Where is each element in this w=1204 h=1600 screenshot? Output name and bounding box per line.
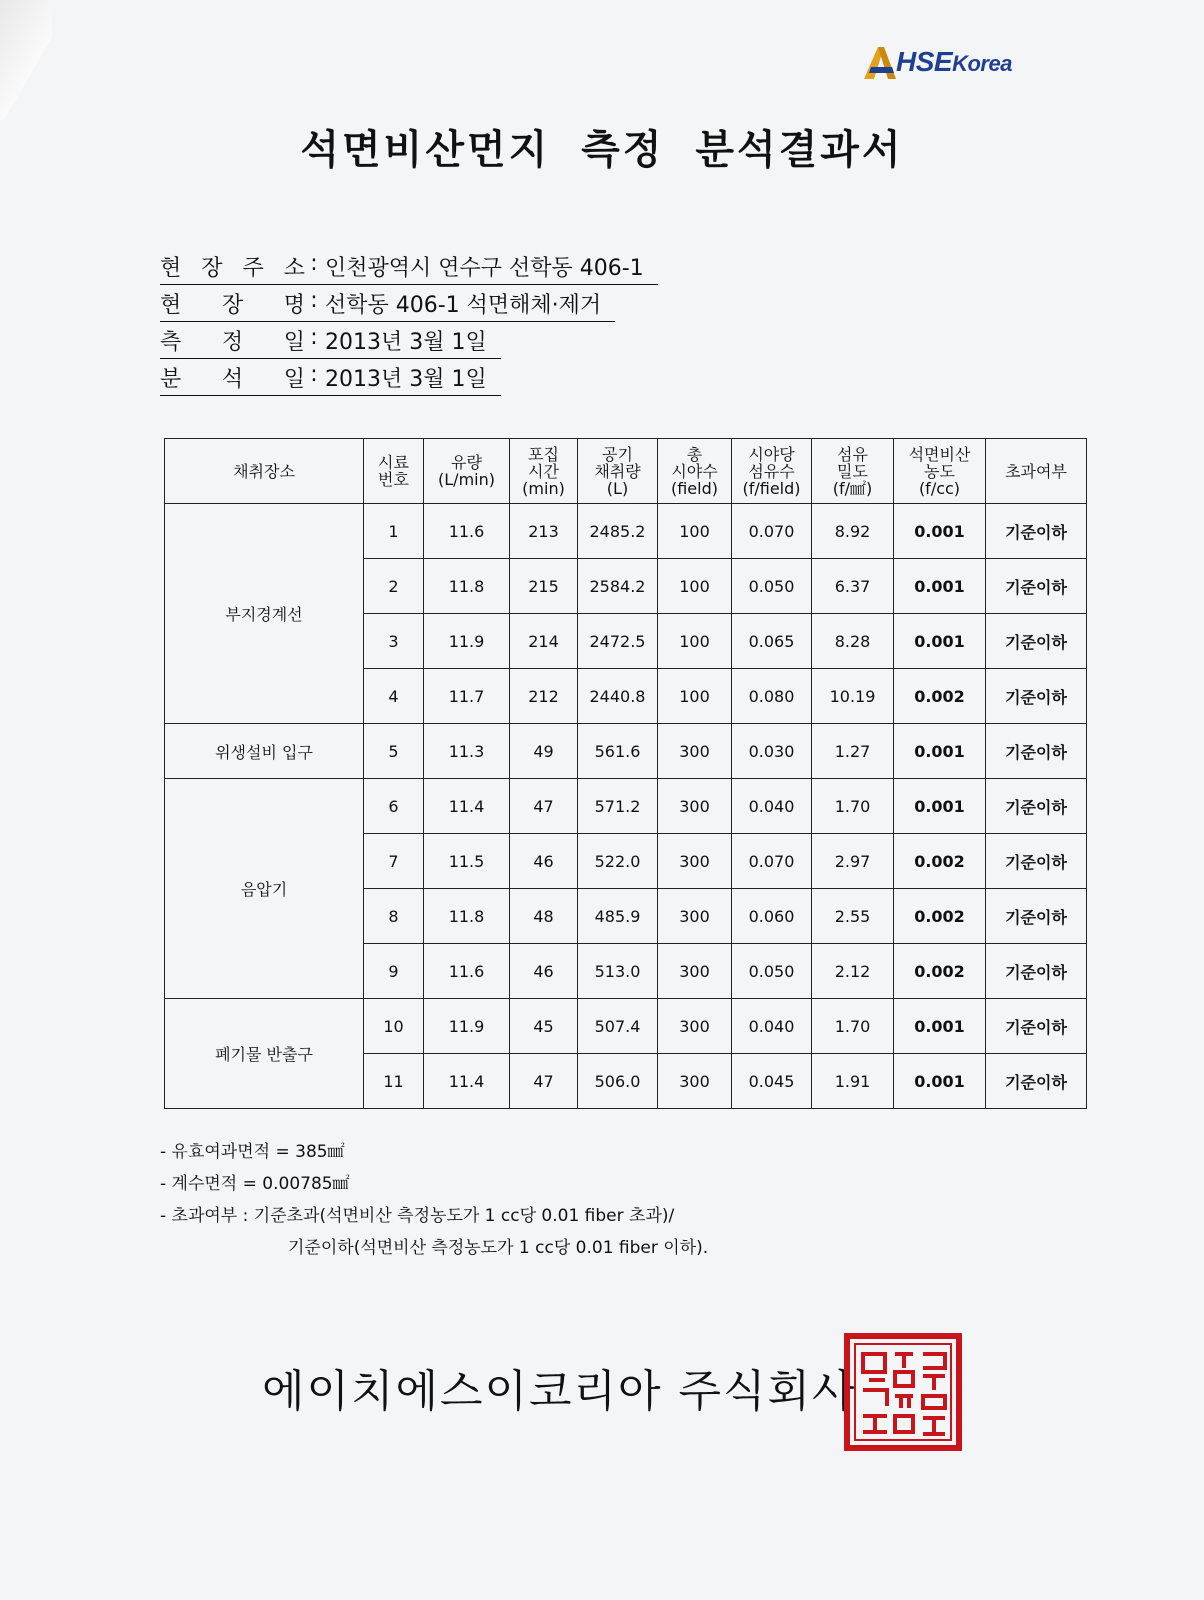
header-density: 섬유 밀도 (f/㎟) (812, 439, 894, 504)
cell-volume: 2584.2 (578, 559, 658, 614)
cell-concentration: 0.001 (894, 779, 986, 834)
measurement-date-value: 2013년 3월 1일 (325, 330, 487, 355)
cell-volume: 2485.2 (578, 504, 658, 559)
header-volume: 공기 채취량 (L) (578, 439, 658, 504)
cell-flow: 11.6 (424, 504, 510, 559)
header-location: 채취장소 (165, 439, 364, 504)
cell-volume: 506.0 (578, 1054, 658, 1109)
cell-concentration: 0.002 (894, 834, 986, 889)
cell-time: 47 (510, 1054, 578, 1109)
header-sample-no: 시료 번호 (364, 439, 424, 504)
cell-time: 48 (510, 889, 578, 944)
cell-sample-no: 9 (364, 944, 424, 999)
cell-time: 212 (510, 669, 578, 724)
cell-sample-no: 7 (364, 834, 424, 889)
cell-volume: 485.9 (578, 889, 658, 944)
cell-fields: 300 (658, 724, 732, 779)
cell-sample-no: 1 (364, 504, 424, 559)
cell-density: 8.28 (812, 614, 894, 669)
company-seal-stamp (843, 1332, 963, 1452)
cell-flow: 11.8 (424, 889, 510, 944)
cell-exceed: 기준이하 (986, 834, 1087, 889)
cell-density: 10.19 (812, 669, 894, 724)
cell-density: 1.70 (812, 999, 894, 1054)
table-header-row (165, 439, 1087, 504)
cell-volume: 507.4 (578, 999, 658, 1054)
cell-flow: 11.5 (424, 834, 510, 889)
cell-time: 46 (510, 944, 578, 999)
analysis-date-value: 2013년 3월 1일 (325, 367, 487, 392)
cell-fibers-per-field: 0.050 (732, 559, 812, 614)
cell-flow: 11.9 (424, 999, 510, 1054)
cell-exceed: 기준이하 (986, 559, 1087, 614)
cell-fields: 100 (658, 669, 732, 724)
cell-time: 215 (510, 559, 578, 614)
cell-density: 2.55 (812, 889, 894, 944)
cell-fibers-per-field: 0.030 (732, 724, 812, 779)
site-info (160, 248, 658, 396)
cell-fields: 300 (658, 889, 732, 944)
cell-volume: 2472.5 (578, 614, 658, 669)
cell-time: 47 (510, 779, 578, 834)
cell-sample-no: 10 (364, 999, 424, 1054)
cell-volume: 513.0 (578, 944, 658, 999)
cell-sample-no: 6 (364, 779, 424, 834)
cell-fields: 300 (658, 999, 732, 1054)
cell-sample-no: 3 (364, 614, 424, 669)
site-name-value: 선학동 406-1 석면해체·제거 (325, 293, 602, 318)
cell-density: 6.37 (812, 559, 894, 614)
cell-fibers-per-field: 0.070 (732, 834, 812, 889)
cell-sample-no: 8 (364, 889, 424, 944)
cell-density: 1.70 (812, 779, 894, 834)
results-table (164, 438, 1087, 1109)
cell-fibers-per-field: 0.070 (732, 504, 812, 559)
cell-volume: 522.0 (578, 834, 658, 889)
note-exceed-criteria: - 초과여부 : 기준초과(석면비산 측정농도가 1 cc당 0.01 fiber 초과)/ (160, 1206, 675, 1226)
cell-fibers-per-field: 0.040 (732, 999, 812, 1054)
cell-location: 부지경계선 (165, 504, 364, 724)
cell-fields: 300 (658, 1054, 732, 1109)
site-address-row: 현 장 주 소 : 인천광역시 연수구 선학동 406-1 (160, 248, 658, 285)
cell-concentration: 0.001 (894, 614, 986, 669)
table-row (165, 504, 1087, 559)
site-address-value: 인천광역시 연수구 선학동 406-1 (325, 256, 644, 281)
cell-concentration: 0.001 (894, 724, 986, 779)
cell-sample-no: 2 (364, 559, 424, 614)
logo-text: HSEKorea (896, 46, 1012, 77)
table-row (165, 779, 1087, 834)
cell-concentration: 0.001 (894, 1054, 986, 1109)
analysis-date-row: 분 석 일 : 2013년 3월 1일 (160, 359, 658, 396)
header-concentration: 석면비산 농도 (f/cc) (894, 439, 986, 504)
cell-concentration: 0.002 (894, 944, 986, 999)
cell-time: 213 (510, 504, 578, 559)
cell-flow: 11.3 (424, 724, 510, 779)
cell-fields: 100 (658, 504, 732, 559)
cell-volume: 561.6 (578, 724, 658, 779)
cell-fibers-per-field: 0.080 (732, 669, 812, 724)
document-title: 석면비산먼지 측정 분석결과서 (300, 127, 904, 173)
note-counting-area: - 계수면적 = 0.00785㎟ (160, 1174, 350, 1194)
measurement-date-row: 측 정 일 : 2013년 3월 1일 (160, 322, 658, 359)
cell-exceed: 기준이하 (986, 944, 1087, 999)
cell-fibers-per-field: 0.065 (732, 614, 812, 669)
cell-fields: 100 (658, 614, 732, 669)
header-time: 포집 시간 (min) (510, 439, 578, 504)
note-filter-area: - 유효여과면적 = 385㎟ (160, 1142, 345, 1162)
cell-density: 8.92 (812, 504, 894, 559)
cell-concentration: 0.002 (894, 889, 986, 944)
cell-exceed: 기준이하 (986, 1054, 1087, 1109)
cell-location: 위생설비 입구 (165, 724, 364, 779)
cell-fibers-per-field: 0.040 (732, 779, 812, 834)
cell-exceed: 기준이하 (986, 724, 1087, 779)
cell-time: 214 (510, 614, 578, 669)
cell-flow: 11.4 (424, 1054, 510, 1109)
table-row (165, 724, 1087, 779)
cell-density: 2.97 (812, 834, 894, 889)
measurement-date-label: 측 정 일 (160, 330, 305, 355)
cell-fields: 300 (658, 834, 732, 889)
site-name-label: 현 장 명 (160, 293, 305, 318)
cell-flow: 11.6 (424, 944, 510, 999)
cell-concentration: 0.001 (894, 559, 986, 614)
hse-korea-logo (862, 42, 1012, 82)
cell-sample-no: 4 (364, 669, 424, 724)
cell-fields: 300 (658, 944, 732, 999)
notes (160, 1136, 708, 1264)
header-fibers-per-field: 시야당 섬유수 (f/field) (732, 439, 812, 504)
page-corner-fold (0, 0, 52, 120)
cell-sample-no: 11 (364, 1054, 424, 1109)
cell-fields: 100 (658, 559, 732, 614)
site-address-label: 현 장 주 소 (160, 256, 305, 281)
cell-location: 음압기 (165, 779, 364, 999)
analysis-date-label: 분 석 일 (160, 367, 305, 392)
cell-flow: 11.4 (424, 779, 510, 834)
cell-time: 49 (510, 724, 578, 779)
cell-density: 1.91 (812, 1054, 894, 1109)
cell-fibers-per-field: 0.060 (732, 889, 812, 944)
cell-concentration: 0.002 (894, 669, 986, 724)
header-exceed: 초과여부 (986, 439, 1087, 504)
cell-flow: 11.9 (424, 614, 510, 669)
cell-concentration: 0.001 (894, 504, 986, 559)
cell-fibers-per-field: 0.050 (732, 944, 812, 999)
cell-sample-no: 5 (364, 724, 424, 779)
cell-time: 46 (510, 834, 578, 889)
cell-exceed: 기준이하 (986, 999, 1087, 1054)
cell-volume: 571.2 (578, 779, 658, 834)
header-flow: 유량 (L/min) (424, 439, 510, 504)
cell-flow: 11.8 (424, 559, 510, 614)
header-fields: 총 시야수 (field) (658, 439, 732, 504)
cell-exceed: 기준이하 (986, 669, 1087, 724)
cell-time: 45 (510, 999, 578, 1054)
cell-volume: 2440.8 (578, 669, 658, 724)
company-name: 에이치에스이코리아 주식회사 (262, 1366, 857, 1417)
cell-exceed: 기준이하 (986, 614, 1087, 669)
logo-mark-icon (862, 43, 898, 81)
cell-density: 2.12 (812, 944, 894, 999)
cell-flow: 11.7 (424, 669, 510, 724)
cell-fibers-per-field: 0.045 (732, 1054, 812, 1109)
cell-concentration: 0.001 (894, 999, 986, 1054)
cell-density: 1.27 (812, 724, 894, 779)
site-name-row: 현 장 명 : 선학동 406-1 석면해체·제거 (160, 285, 658, 322)
note-below-criteria: 기준이하(석면비산 측정농도가 1 cc당 0.01 fiber 이하). (288, 1238, 709, 1258)
cell-fields: 300 (658, 779, 732, 834)
cell-exceed: 기준이하 (986, 504, 1087, 559)
cell-exceed: 기준이하 (986, 779, 1087, 834)
table-row (165, 999, 1087, 1054)
cell-location: 폐기물 반출구 (165, 999, 364, 1109)
cell-exceed: 기준이하 (986, 889, 1087, 944)
